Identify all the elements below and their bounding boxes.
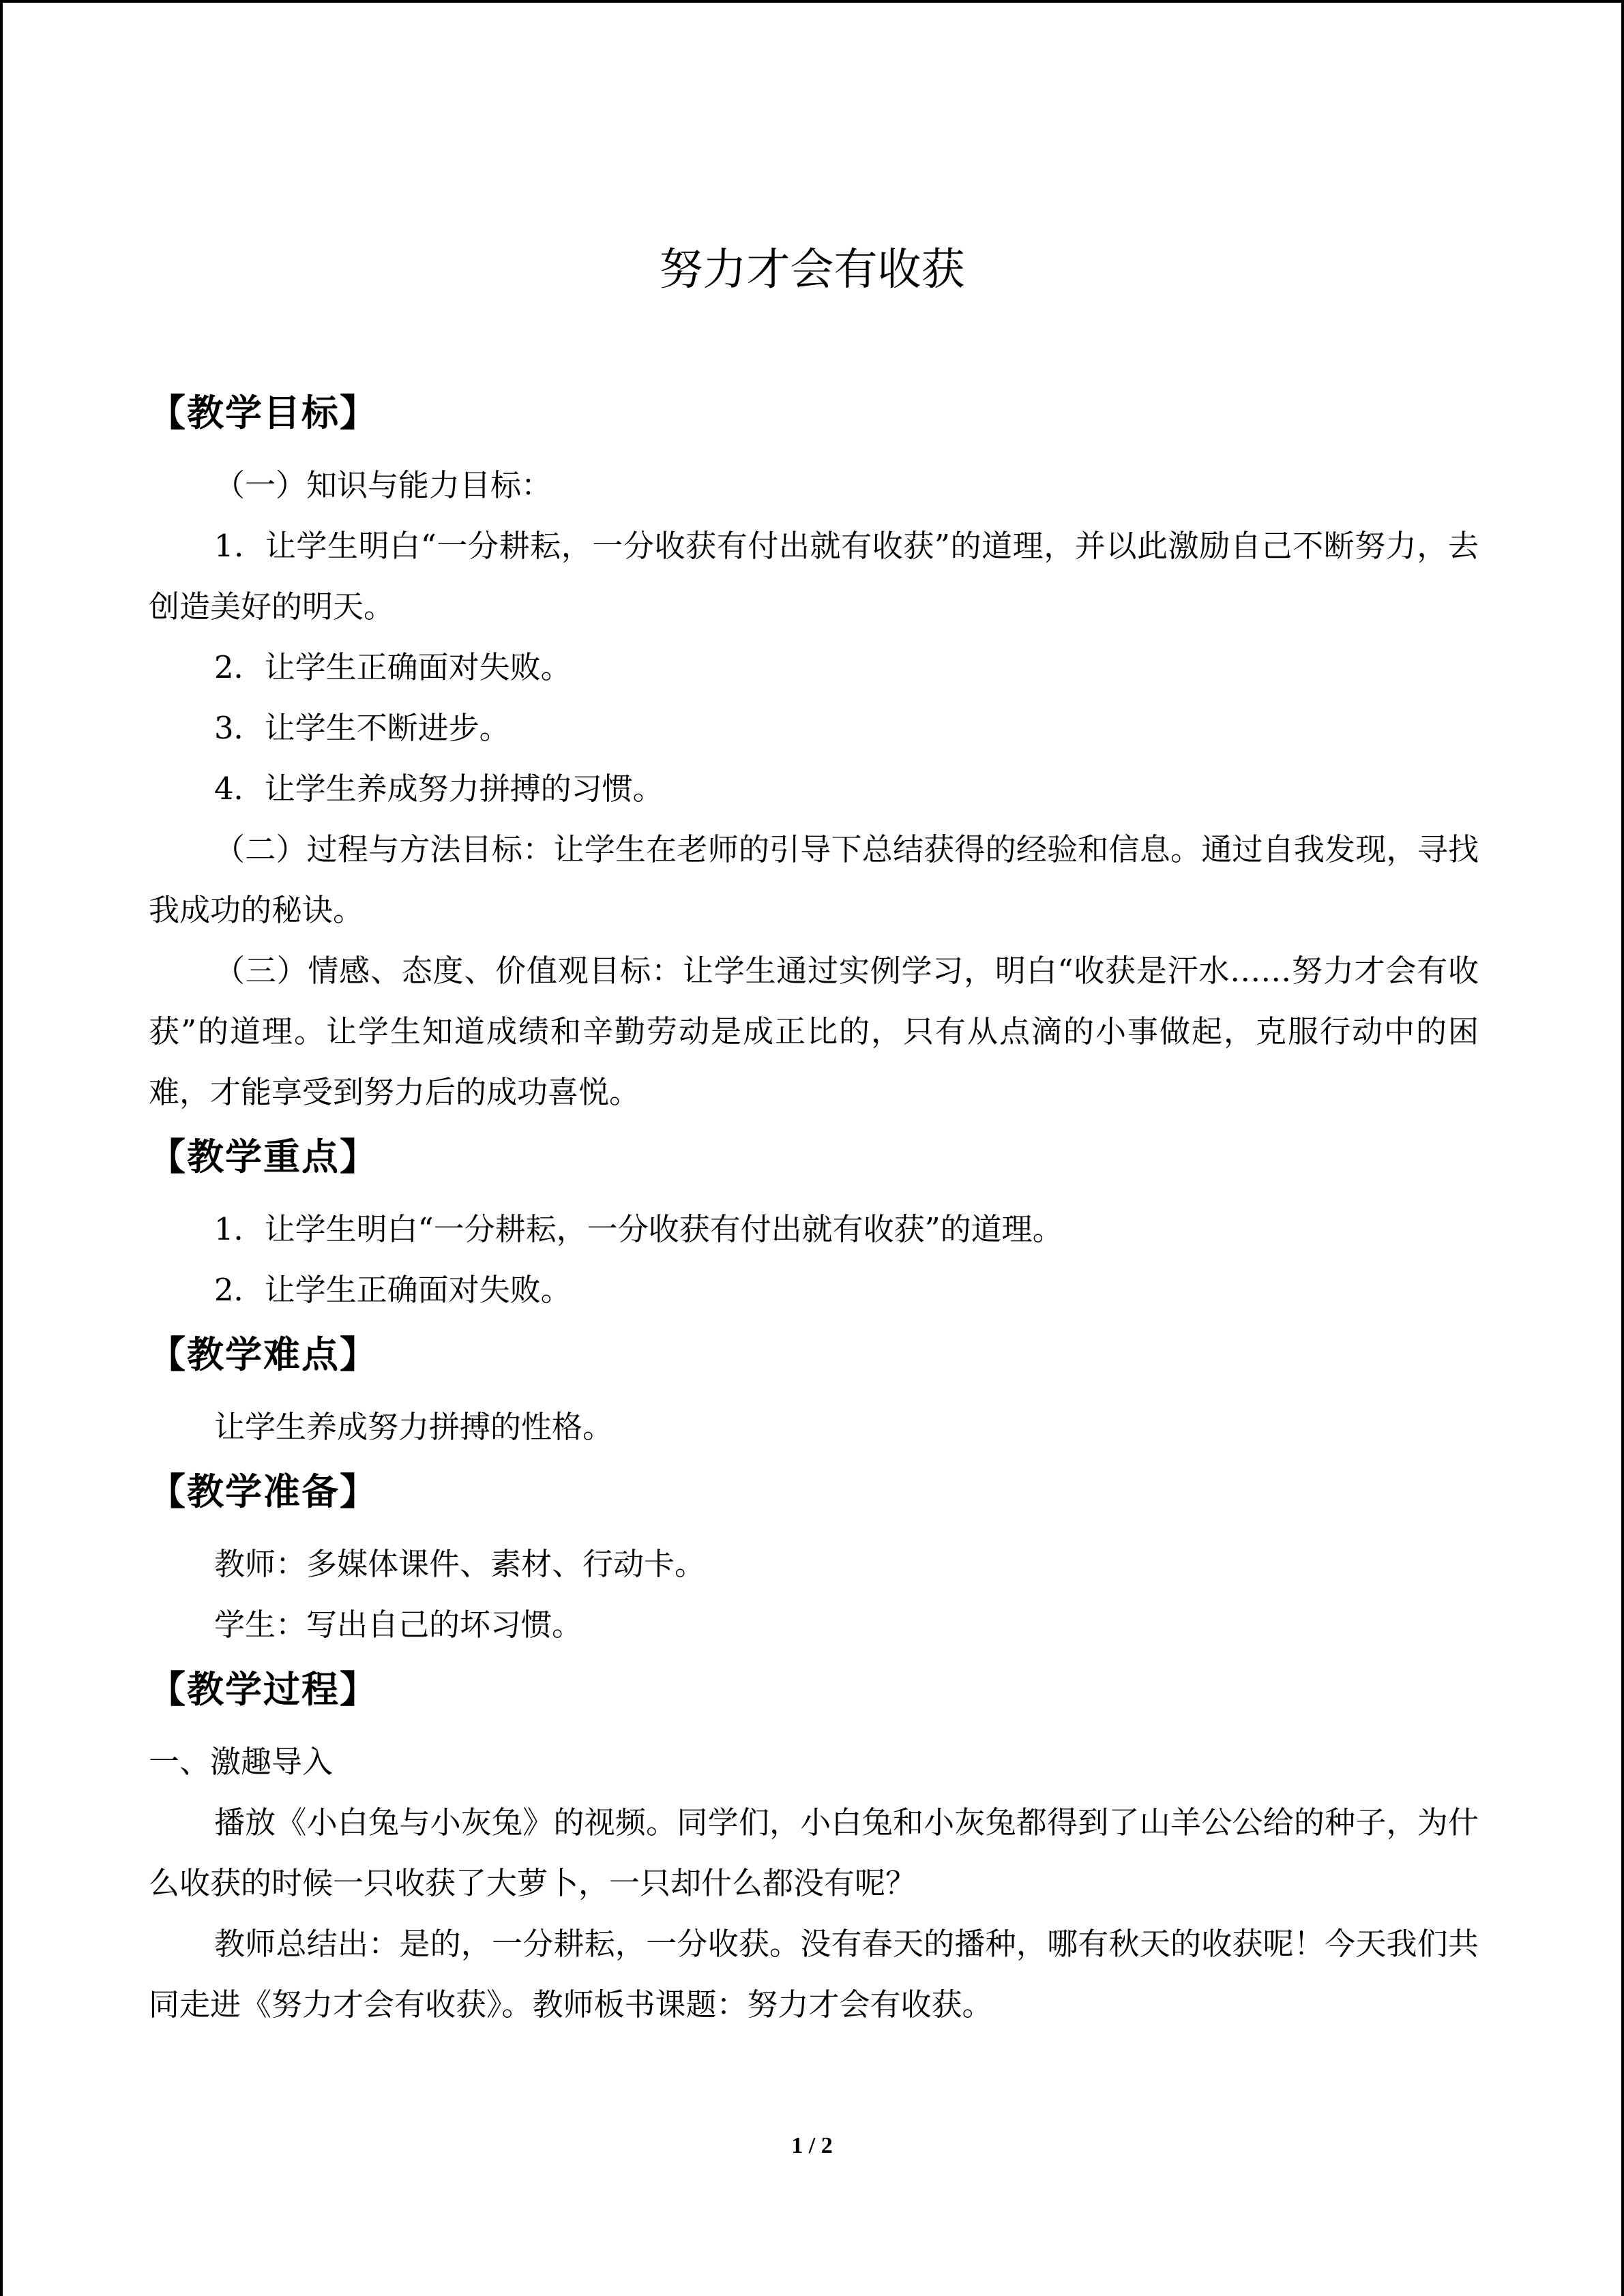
- objectives-item4: 4．让学生养成努力拼搏的习惯。: [214, 771, 664, 807]
- objectives-sub1: （一）知识与能力目标：: [214, 467, 552, 503]
- document-body: [149, 378, 1479, 2035]
- objectives-item3: 3．让学生不断进步。: [214, 710, 510, 746]
- objectives-sub2: （二）过程与方法目标：让学生在老师的引导下总结获得的经验和信息。通过自我发现，寻找我成功的秘诀。: [149, 831, 1479, 928]
- preparation-student: 学生：写出自己的坏习惯。: [214, 1607, 583, 1643]
- left-border: [0, 0, 3, 2296]
- difficulties-heading: 【教学难点】: [149, 1332, 378, 1376]
- top-border: [0, 0, 1624, 3]
- process-heading: 【教学过程】: [149, 1667, 378, 1711]
- key-points-heading: 【教学重点】: [149, 1135, 378, 1178]
- objectives-item1: 1．让学生明白“一分耕耘，一分收获有付出就有收获”的道理，并以此激励自己不断努力，去创造美好的明天。: [149, 528, 1479, 625]
- key-points-item1: 1．让学生明白“一分耕耘，一分收获有付出就有收获”的道理。: [214, 1211, 1063, 1247]
- preparation-heading: 【教学准备】: [149, 1470, 378, 1513]
- objectives-heading: 【教学目标】: [149, 391, 378, 434]
- process-para1: 播放《小白兔与小灰兔》的视频。同学们，小白兔和小灰兔都得到了山羊公公给的种子，为什么收获的时候一只收获了大萝卜，一只却什么都没有呢？: [149, 1804, 1479, 1901]
- objectives-item2: 2．让学生正确面对失败。: [214, 649, 572, 685]
- right-border: [1621, 0, 1624, 2296]
- preparation-teacher: 教师：多媒体课件、素材、行动卡。: [214, 1546, 706, 1582]
- process-para2: 教师总结出：是的，一分耕耘，一分收获。没有春天的播种，哪有秋天的收获呢！今天我们共同走进《努力才会有收获》。教师板书课题：努力才会有收获。: [149, 1926, 1479, 2023]
- page-title: 努力才会有收获: [659, 244, 965, 295]
- difficulties-text: 让学生养成努力拼搏的性格。: [214, 1409, 614, 1445]
- process-step1: 一、激趣导入: [149, 1744, 334, 1780]
- key-points-item2: 2．让学生正确面对失败。: [214, 1272, 572, 1308]
- objectives-sub3: （三）情感、态度、价值观目标：让学生通过实例学习，明白“收获是汗水……努力才会有收获”的道理。让学生知道成绩和辛勤劳动是成正比的，只有从点滴的小事做起，克服行动中的困难，才能享受到努力后的成功喜悦。: [149, 953, 1479, 1110]
- page-number: 1 / 2: [791, 2133, 833, 2158]
